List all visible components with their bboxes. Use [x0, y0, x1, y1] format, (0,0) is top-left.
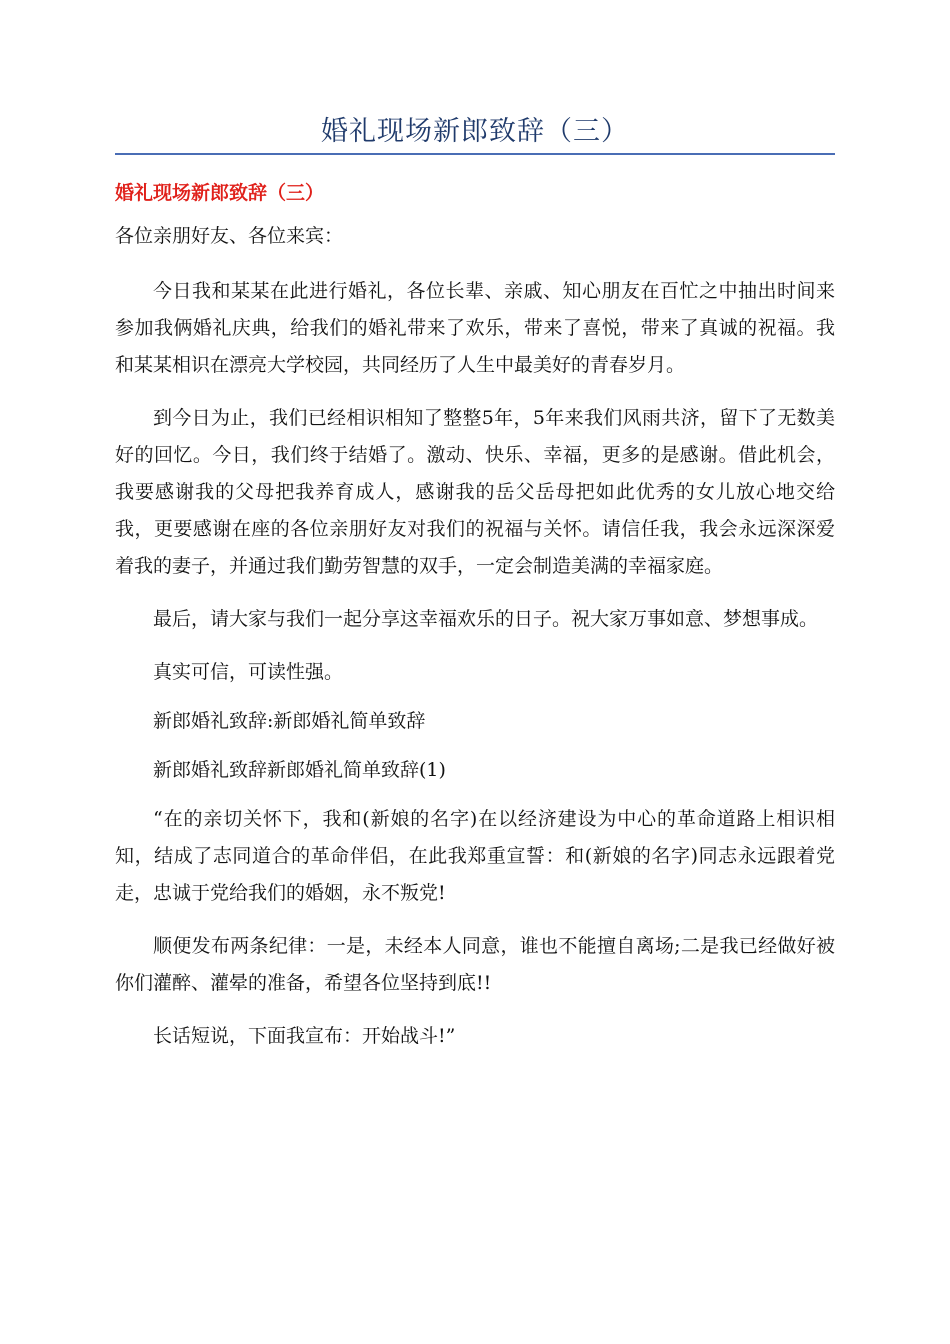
- paragraph-7: “在的亲切关怀下，我和(新娘的名字)在以经济建设为中心的革命道路上相识相知，结成了志同道合的革命伴侣，在此我郑重宣誓：和(新娘的名字)同志永远跟着党走，忠诚于党给我们的婚姻，永不叛党!: [115, 808, 835, 904]
- document-title: 婚礼现场新郎致辞（三）: [321, 116, 629, 147]
- document-body: [115, 176, 835, 1071]
- paragraph-5: 新郎婚礼致辞:新郎婚礼简单致辞: [153, 710, 426, 732]
- section-heading: 婚礼现场新郎致辞（三）: [115, 182, 325, 204]
- paragraph-1: 今日我和某某在此进行婚礼，各位长辈、亲戚、知心朋友在百忙之中抽出时间来参加我俩婚礼庆典，给我们的婚礼带来了欢乐，带来了喜悦，带来了真诚的祝福。我和某某相识在漂亮大学校园，共同经历了人生中最美好的青春岁月。: [115, 280, 835, 376]
- paragraph-3: 最后，请大家与我们一起分享这幸福欢乐的日子。祝大家万事如意、梦想事成。: [153, 608, 819, 630]
- paragraph-8: 顺便发布两条纪律：一是，未经本人同意，谁也不能擅自离场;二是我已经做好被你们灌醉、灌晕的准备，希望各位坚持到底!!: [115, 935, 835, 994]
- title-underline: [115, 153, 835, 155]
- paragraph-4: 真实可信，可读性强。: [153, 661, 344, 683]
- paragraph-6: 新郎婚礼致辞新郎婚礼简单致辞(1): [153, 759, 446, 781]
- paragraph-2: 到今日为止，我们已经相识相知了整整5年，5年来我们风雨共济，留下了无数美好的回忆。今日，我们终于结婚了。激动、快乐、幸福，更多的是感谢。借此机会，我要感谢我的父母把我养育成人，感谢我的岳父岳母把如此优秀的女儿放心地交给我，更要感谢在座的各位亲朋好友对我们的祝福与关怀。请信任我，我会永远深深爱着我的妻子，并通过我们勤劳智慧的双手，一定会制造美满的幸福家庭。: [115, 407, 835, 577]
- salutation: 各位亲朋好友、各位来宾：: [115, 225, 344, 247]
- paragraph-9: 长话短说，下面我宣布：开始战斗!”: [153, 1025, 456, 1047]
